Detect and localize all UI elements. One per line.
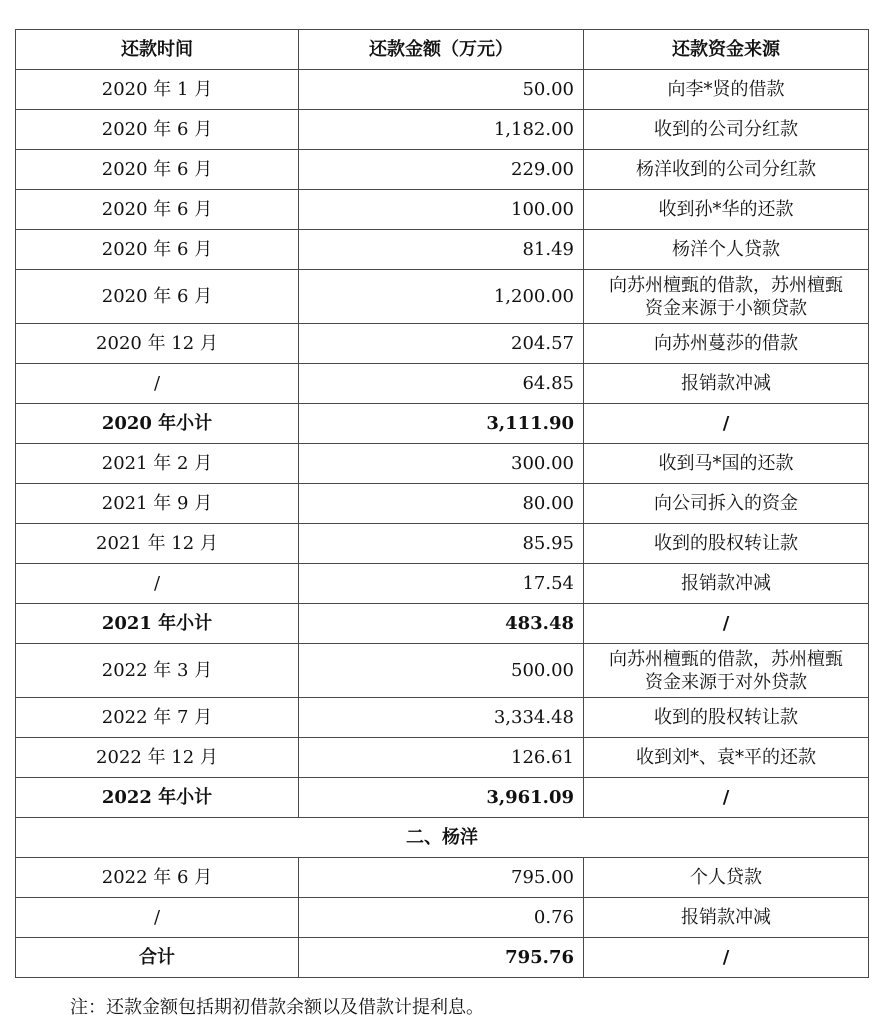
- cell-time: 2022 年 7 月: [16, 698, 299, 738]
- cell-time: 2022 年 3 月: [16, 644, 299, 698]
- cell-source: 个人贷款: [584, 858, 869, 898]
- cell-source: 向公司拆入的资金: [584, 484, 869, 524]
- table-row: [16, 738, 869, 778]
- table-row: [16, 564, 869, 604]
- cell-amount: 81.49: [299, 230, 584, 270]
- cell-time: 2020 年 1 月: [16, 70, 299, 110]
- cell-time: /: [16, 564, 299, 604]
- table-row: [16, 70, 869, 110]
- cell-time: 2020 年 6 月: [16, 150, 299, 190]
- cell-source: 向李*贤的借款: [584, 70, 869, 110]
- cell-time: 2020 年 6 月: [16, 270, 299, 324]
- cell-source: 向苏州蔓莎的借款: [584, 324, 869, 364]
- section-row: [16, 818, 869, 858]
- cell-time: 2020 年小计: [16, 404, 299, 444]
- cell-time: /: [16, 898, 299, 938]
- table-row: [16, 524, 869, 564]
- cell-amount: 204.57: [299, 324, 584, 364]
- cell-source: 收到的公司分红款: [584, 110, 869, 150]
- cell-time: 2021 年 2 月: [16, 444, 299, 484]
- cell-source: 杨洋收到的公司分红款: [584, 150, 869, 190]
- cell-amount: 483.48: [299, 604, 584, 644]
- cell-amount: 126.61: [299, 738, 584, 778]
- table-row: [16, 364, 869, 404]
- cell-source-line: 资金来源于对外贷款: [645, 671, 807, 693]
- cell-time: 2022 年 6 月: [16, 858, 299, 898]
- table-row: [16, 644, 869, 698]
- cell-source: 收到的股权转让款: [584, 524, 869, 564]
- table-row: [16, 324, 869, 364]
- table-row: [16, 444, 869, 484]
- cell-source-line: 向苏州檀甄的借款，苏州檀甄: [609, 648, 843, 670]
- cell-source: /: [584, 778, 869, 818]
- cell-source: /: [584, 604, 869, 644]
- cell-time: 2022 年 12 月: [16, 738, 299, 778]
- cell-time: 合计: [16, 938, 299, 978]
- cell-time: 2020 年 12 月: [16, 324, 299, 364]
- cell-source: 收到刘*、袁*平的还款: [584, 738, 869, 778]
- cell-amount: 80.00: [299, 484, 584, 524]
- cell-time: 2021 年小计: [16, 604, 299, 644]
- table-row: [16, 150, 869, 190]
- table-row: [16, 858, 869, 898]
- subtotal-row: [16, 778, 869, 818]
- cell-source: 报销款冲减: [584, 898, 869, 938]
- cell-amount: 100.00: [299, 190, 584, 230]
- cell-source-line: 向苏州檀甄的借款，苏州檀甄: [609, 274, 843, 296]
- cell-amount: 229.00: [299, 150, 584, 190]
- cell-source: 报销款冲减: [584, 564, 869, 604]
- cell-amount: 0.76: [299, 898, 584, 938]
- cell-time: /: [16, 364, 299, 404]
- cell-amount: 85.95: [299, 524, 584, 564]
- cell-amount: 64.85: [299, 364, 584, 404]
- table-row: [16, 698, 869, 738]
- cell-source: [584, 644, 869, 698]
- subtotal-row: [16, 604, 869, 644]
- cell-time: 2021 年 12 月: [16, 524, 299, 564]
- footnote: 注：还款金额包括期初借款余额以及借款计提利息。: [70, 997, 484, 1018]
- table-row: [16, 484, 869, 524]
- cell-amount: 3,961.09: [299, 778, 584, 818]
- table-row: [16, 110, 869, 150]
- cell-amount: 17.54: [299, 564, 584, 604]
- repayment-table: [15, 29, 869, 978]
- header-source: 还款资金来源: [584, 30, 869, 70]
- cell-source: [584, 270, 869, 324]
- total-row: [16, 938, 869, 978]
- cell-time: 2021 年 9 月: [16, 484, 299, 524]
- cell-source: 报销款冲减: [584, 364, 869, 404]
- cell-amount: 1,200.00: [299, 270, 584, 324]
- table-row: [16, 190, 869, 230]
- cell-source: 杨洋个人贷款: [584, 230, 869, 270]
- cell-source: 收到孙*华的还款: [584, 190, 869, 230]
- table-row: [16, 230, 869, 270]
- table-row: [16, 898, 869, 938]
- cell-time: 2022 年小计: [16, 778, 299, 818]
- cell-amount: 300.00: [299, 444, 584, 484]
- cell-amount: 50.00: [299, 70, 584, 110]
- subtotal-row: [16, 404, 869, 444]
- cell-source: 收到马*国的还款: [584, 444, 869, 484]
- cell-amount: 1,182.00: [299, 110, 584, 150]
- cell-time: 2020 年 6 月: [16, 230, 299, 270]
- cell-source: 收到的股权转让款: [584, 698, 869, 738]
- table-header-row: [16, 30, 869, 70]
- section-title: 二、杨洋: [16, 818, 869, 858]
- cell-source: /: [584, 404, 869, 444]
- table-row: [16, 270, 869, 324]
- cell-amount: 795.00: [299, 858, 584, 898]
- cell-time: 2020 年 6 月: [16, 110, 299, 150]
- cell-amount: 500.00: [299, 644, 584, 698]
- cell-source: /: [584, 938, 869, 978]
- cell-source-line: 资金来源于小额贷款: [645, 297, 807, 319]
- cell-amount: 3,334.48: [299, 698, 584, 738]
- cell-amount: 795.76: [299, 938, 584, 978]
- cell-amount: 3,111.90: [299, 404, 584, 444]
- cell-time: 2020 年 6 月: [16, 190, 299, 230]
- header-amount: 还款金额（万元）: [299, 30, 584, 70]
- header-time: 还款时间: [16, 30, 299, 70]
